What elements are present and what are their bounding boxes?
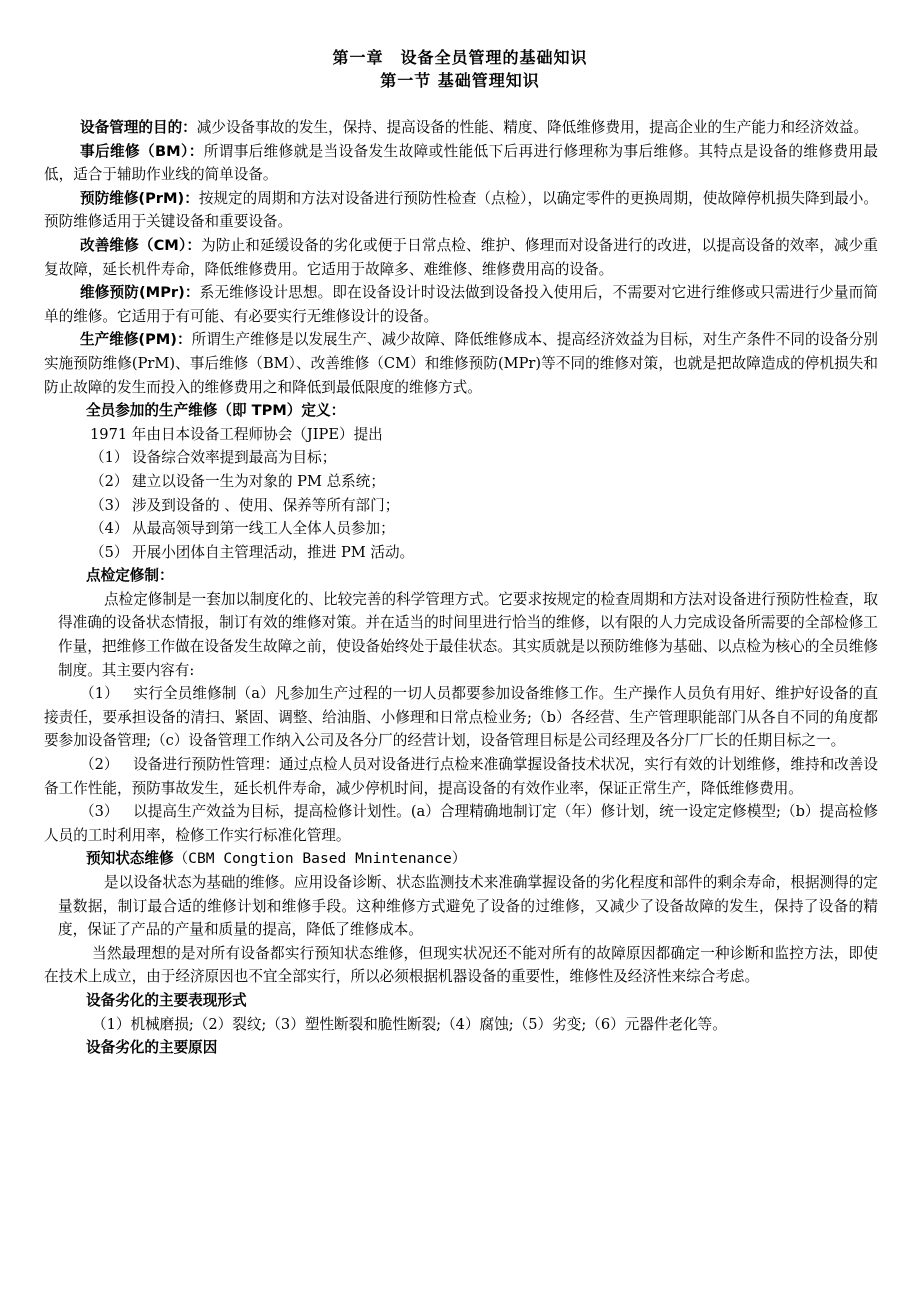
list-text: 设备进行预防性管理：通过点检人员对设备进行点检来准确掌握设备技术状况，实行有效的计划维修，维持和改善设备工作性能，预防事故发生，延长机件寿命，减少停机时间，提高设备的有效作业率，保证正常生产，降低维修费用。: [44, 756, 878, 797]
list-number: （4）: [90, 520, 129, 538]
list-text: 建立以设备一生为对象的 PM 总系统；: [132, 472, 385, 490]
list-number: （1）: [90, 449, 129, 467]
degradation-forms: （1）机械磨损;（2）裂纹;（3）塑性断裂和脆性断裂;（4）腐蚀;（5）劣变;（6）元器件老化等。: [92, 1015, 727, 1033]
degradation-causes-heading: 设备劣化的主要原因: [86, 1039, 218, 1057]
definition-prm: [44, 187, 878, 234]
cbm-heading-rest: （CBM Congtion Based Mnintenance）: [173, 850, 467, 868]
definition-purpose: [44, 116, 878, 140]
list-number: （3）: [90, 496, 129, 514]
definition-text: 所谓生产维修是以发展生产、减少故障、降低维修成本、提高经济效益为目标，对生产条件不同的设备分别实施预防维修(PrM)、事后维修（BM）、改善维修（CM）和维修预防(MPr)等不同的维修对策，也就是把故障造成的停机损失和防止故障的发生而投入的维修费用之和降低到最低限度的维修方式。: [44, 331, 878, 396]
definition-text: 为防止和延缓设备的劣化或便于日常点检、维护、修理而对设备进行的改进，以提高设备的效率，减少重复故障，延长机件寿命，降低维修费用。它适用于故障多、难维修、维修费用高的设备。: [44, 236, 878, 278]
definition-mpr: [44, 281, 878, 328]
djdx-heading: 点检定修制：: [86, 567, 174, 585]
djdx-item-1: [44, 682, 878, 753]
list-text: 以提高生产效益为目标，提高检修计划性。(a）合理精确地制订定（年）修计划，统一设定定修模型;（b）提高检修人员的工时利用率，检修工作实行标准化管理。: [44, 803, 878, 844]
tpm-heading: 全员参加的生产维修（即 TPM）定义：: [86, 402, 346, 420]
tpm-intro: 1971 年由日本设备工程师协会（JIPE）提出: [90, 425, 383, 443]
document-body: [44, 116, 878, 1060]
list-number: （2）: [80, 756, 119, 774]
list-number: （5）: [90, 543, 129, 561]
definition-text: 系无维修设计思想。即在设备设计时设法做到设备投入使用后，不需要对它进行维修或只需进行少量而简单的维修。它适用于有可能、有必要实行无维修设计的设备。: [44, 284, 878, 325]
cbm-paragraph-2: 当然最理想的是对所有设备都实行预知状态维修，但现实状况还不能对所有的故障原因都确定一种诊断和监控方法，即使在技术上成立，由于经济原因也不宜全部实行，所以必须根据机器设备的重要性，维修性及经济性来综合考虑。: [44, 944, 878, 986]
list-text: 实行全员维修制（a）凡参加生产过程的一切人员都要参加设备维修工作。生产操作人员负有用好、维护好设备的直接责任，要承担设备的清扫、紧固、调整、给油脂、小修理和日常点检业务;（b）各经营、生产管理职能部门从各自不同的角度都要参加设备管理;（c）设备管理工作纳入公司及各分厂的经营计划，设备管理目标是公司经理及各分厂厂长的任期目标之一。: [44, 685, 878, 750]
definition-term: 维修预防(MPr)：: [80, 284, 200, 302]
title-block: [0, 46, 920, 92]
list-text: 开展小团体自主管理活动，推进 PM 活动。: [132, 543, 415, 561]
definition-term: 改善维修（CM）：: [80, 236, 202, 254]
definition-term: 设备管理的目的：: [80, 119, 197, 136]
tpm-list: [44, 446, 878, 564]
definition-text: 减少设备事故的发生，保持、提高设备的性能、精度、降低维修费用，提高企业的生产能力和经济效益。: [196, 119, 869, 136]
list-number: （2）: [90, 472, 129, 490]
definition-text: 按规定的周期和方法对设备进行预防性检查（点检），以确定零件的更换周期，使故障停机损失降到最小。预防维修适用于关键设备和重要设备。: [44, 189, 878, 231]
list-text: 涉及到设备的 、使用、保养等所有部门；: [132, 496, 400, 514]
list-text: 从最高领导到第一线工人全体人员参加；: [132, 520, 395, 538]
definition-term: 预防维修(PrM)：: [80, 189, 199, 207]
list-text: 设备综合效率提到最高为目标；: [132, 449, 337, 467]
chapter-title: 第一章 设备全员管理的基础知识: [332, 48, 588, 67]
list-number: （3）: [80, 803, 119, 821]
list-item: [44, 494, 878, 518]
definition-pm: [44, 328, 878, 399]
cbm-paragraph-1: 是以设备状态为基础的维修。应用设备诊断、状态监测技术来准确掌握设备的劣化程度和部件的剩余寿命，根据测得的定量数据，制订最合适的维修计划和维修手段。这种维修方式避免了设备的过维修，又减少了设备故障的发生，保持了设备的精度，保证了产品的产量和质量的提高，降低了维修成本。: [58, 874, 878, 939]
djdx-item-2: [44, 753, 878, 800]
list-item: [44, 517, 878, 541]
cbm-heading-bold: 预知状态维修: [86, 850, 174, 868]
list-number: （1）: [80, 685, 119, 703]
degradation-heading: 设备劣化的主要表现形式: [86, 991, 247, 1009]
list-item: [44, 470, 878, 494]
definition-term: 事后维修（BM）：: [80, 142, 204, 160]
list-item: [44, 541, 878, 565]
section-title: 第一节 基础管理知识: [380, 71, 540, 90]
djdx-item-3: [44, 800, 878, 847]
list-item: [44, 446, 878, 470]
definition-term: 生产维修(PM)：: [80, 331, 192, 349]
definition-cm: [44, 234, 878, 281]
djdx-intro: 点检定修制是一套加以制度化的、比较完善的科学管理方式。它要求按规定的检查周期和方法对设备进行预防性检查，取得准确的设备状态情报，制订有效的维修对策。并在适当的时间里进行恰当的维修，以有限的人力完成设备所需要的全部检修工作量，把维修工作做在设备发生故障之前，使设备始终处于最佳状态。其实质就是以预防维修为基础、以点检为核心的全员维修制度。其主要内容有:: [58, 590, 878, 679]
definition-text: 所谓事后维修就是当设备发生故障或性能低下后再进行修理称为事后维修。其特点是设备的维修费用最低，适合于辅助作业线的简单设备。: [44, 142, 878, 184]
cbm-heading: [44, 847, 878, 871]
definition-bm: [44, 140, 878, 187]
